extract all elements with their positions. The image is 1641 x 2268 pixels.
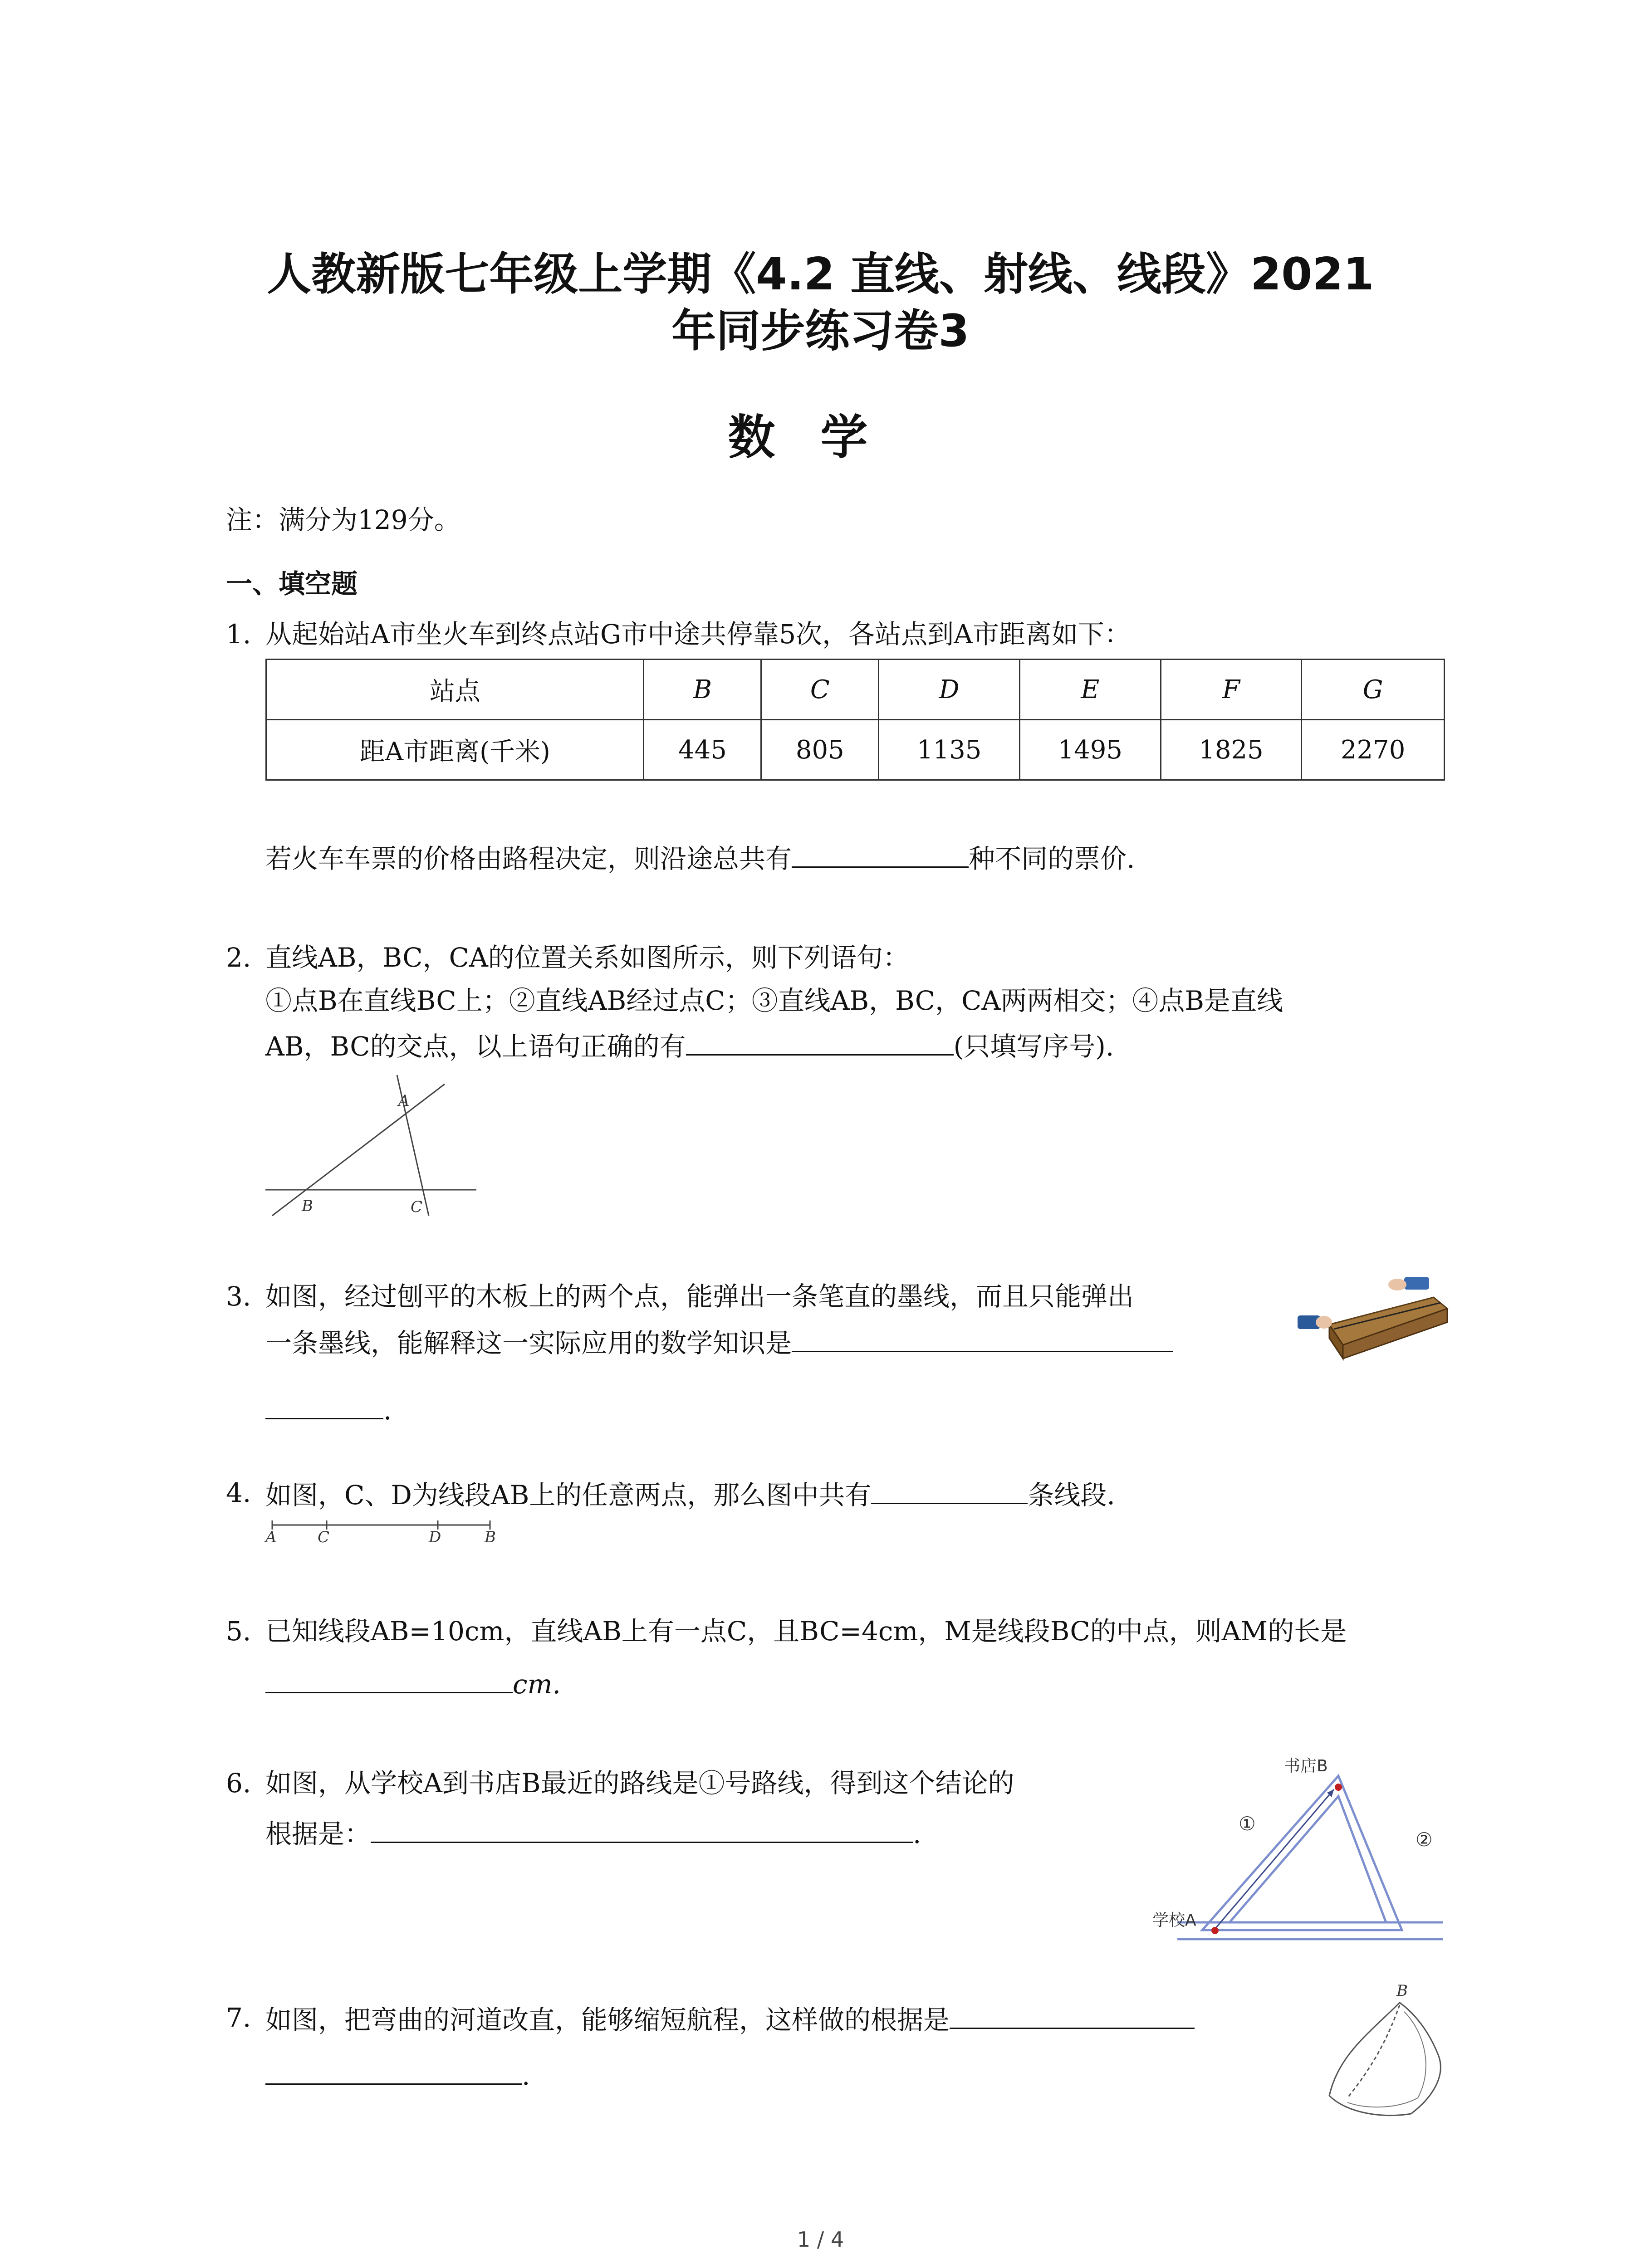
woodboard-picture: [1284, 1266, 1452, 1370]
lines-figure: [254, 1070, 499, 1234]
river-figure: [1320, 1978, 1461, 2150]
q6-text: 根据是：: [265, 1818, 371, 1849]
question-5-number: 5.: [226, 1616, 251, 1647]
question-4-number: 4.: [226, 1477, 251, 1508]
question-1-followup: [265, 840, 1135, 875]
answer-blank-continued[interactable]: [265, 2057, 522, 2085]
question-3-number: 3.: [226, 1281, 251, 1312]
q7-text: 如图，把弯曲的河道改直，能够缩短航程，这样做的根据是: [265, 2004, 950, 2035]
followup-text: 若火车车票的价格由路程决定，则沿途总共有: [265, 843, 792, 874]
answer-blank[interactable]: [950, 2001, 1195, 2029]
page-number: 1 / 4: [797, 2227, 844, 2252]
q3-text: .: [383, 1395, 392, 1426]
answer-blank[interactable]: [871, 1476, 1028, 1504]
line-ab: [272, 1084, 445, 1216]
distance-cell: 2270: [1302, 720, 1445, 780]
question-2-number: 2.: [226, 942, 251, 973]
station-cell: E: [1019, 660, 1161, 720]
left-hand: [1316, 1316, 1332, 1329]
question-1-number: 1.: [226, 619, 251, 650]
right-hand: [1388, 1279, 1406, 1290]
point-label-b: B: [485, 1528, 496, 1546]
table-row-distances: [266, 720, 1445, 780]
question-7-number: 7.: [226, 2002, 251, 2033]
question-5-line2: [265, 1666, 561, 1701]
answer-blank[interactable]: [792, 1325, 1173, 1352]
q5-unit: cm.: [513, 1669, 561, 1700]
river-bank-outer: [1329, 2003, 1440, 2116]
score-note: 注：满分为129分。: [226, 504, 460, 535]
store-label: 书店B: [1284, 1757, 1328, 1775]
section-heading: 一、填空题: [226, 568, 358, 599]
answer-blank[interactable]: [792, 840, 969, 868]
question-3-line3: [265, 1392, 392, 1427]
point-label-a: A: [398, 1092, 410, 1110]
point-label-b: B: [1396, 1982, 1408, 2000]
question-7-line1: [265, 2001, 1195, 2036]
route-triangle-outer: [1202, 1776, 1402, 1930]
right-hand-sleeve: [1404, 1277, 1429, 1290]
q4-text: 如图，C、D为线段AB上的任意两点，那么图中共有: [265, 1480, 872, 1510]
subject-heading: 数学: [728, 410, 913, 465]
question-6-line1: 如图，从学校A到书店B最近的路线是①号路线，得到这个结论的: [265, 1768, 1014, 1799]
station-cell: F: [1161, 660, 1302, 720]
route-1-line: [1216, 1789, 1334, 1928]
segment-figure: [263, 1515, 508, 1551]
table-header-cell: 站点: [266, 660, 644, 720]
question-3-line2: [265, 1325, 1173, 1359]
station-cell: D: [879, 660, 1020, 720]
table-row-stations: [266, 660, 1445, 720]
distance-cell: 445: [644, 720, 761, 780]
point-label-a: A: [265, 1528, 277, 1546]
station-cell: C: [761, 660, 879, 720]
question-2-line1: 直线AB，BC，CA的位置关系如图所示，则下列语句：: [265, 942, 909, 973]
distance-cell: 1495: [1019, 720, 1161, 780]
store-point: [1335, 1784, 1342, 1791]
distance-cell: 1135: [879, 720, 1020, 780]
straightened-channel: [1347, 2005, 1400, 2098]
route-2-label: ②: [1416, 1828, 1433, 1851]
station-cell: G: [1302, 660, 1445, 720]
answer-blank[interactable]: [371, 1815, 913, 1843]
question-2-line3: [265, 1028, 1114, 1063]
table-header-cell: 距A市距离(千米): [266, 720, 644, 780]
river-bank-inner: [1347, 2012, 1426, 2107]
answer-blank[interactable]: [265, 1666, 513, 1693]
q2-text: (只填写序号).: [953, 1031, 1114, 1062]
station-cell: B: [644, 660, 761, 720]
q2-text: AB，BC的交点，以上语句正确的有: [265, 1031, 686, 1062]
question-6-number: 6.: [226, 1768, 251, 1799]
question-5-line1: 已知线段AB=10cm，直线AB上有一点C，且BC=4cm，M是线段BC的中点，则AM的长是: [265, 1616, 1347, 1647]
point-label-d: D: [429, 1528, 441, 1546]
question-6-line2: [265, 1815, 921, 1850]
question-7-line2: [265, 2057, 530, 2092]
answer-blank[interactable]: [686, 1028, 954, 1056]
school-point: [1211, 1927, 1219, 1934]
distance-cell: 805: [761, 720, 879, 780]
followup-text: 种不同的票价.: [969, 843, 1135, 874]
question-2-line2: ①点B在直线BC上；②直线AB经过点C；③直线AB，BC，CA两两相交；④点B是直线: [265, 985, 1283, 1016]
page-title-line1: 人教新版七年级上学期《4.2 直线、射线、线段》2021: [267, 249, 1374, 300]
route-figure: [1152, 1751, 1452, 1941]
page-title-line2: 年同步练习卷3: [671, 305, 970, 357]
point-label-c: C: [411, 1198, 423, 1216]
point-label-c: C: [318, 1528, 330, 1546]
school-label: 学校A: [1152, 1911, 1196, 1930]
q4-text: 条线段.: [1028, 1480, 1115, 1510]
question-3-line1: 如图，经过刨平的木板上的两个点，能弹出一条笔直的墨线，而且只能弹出: [265, 1281, 1134, 1312]
route-1-label: ①: [1239, 1813, 1256, 1835]
question-4-text: [265, 1476, 1115, 1511]
q3-text: 一条墨线，能解释这一实际应用的数学知识是: [265, 1328, 792, 1359]
question-1-text: 从起始站A市坐火车到终点站G市中途共停靠5次，各站点到A市距离如下：: [265, 619, 1131, 650]
q6-text: .: [913, 1818, 921, 1849]
answer-blank-continued[interactable]: [265, 1392, 383, 1419]
distance-table: [265, 659, 1445, 781]
distance-cell: 1825: [1161, 720, 1302, 780]
q7-text: .: [522, 2060, 530, 2091]
point-label-b: B: [302, 1197, 313, 1215]
